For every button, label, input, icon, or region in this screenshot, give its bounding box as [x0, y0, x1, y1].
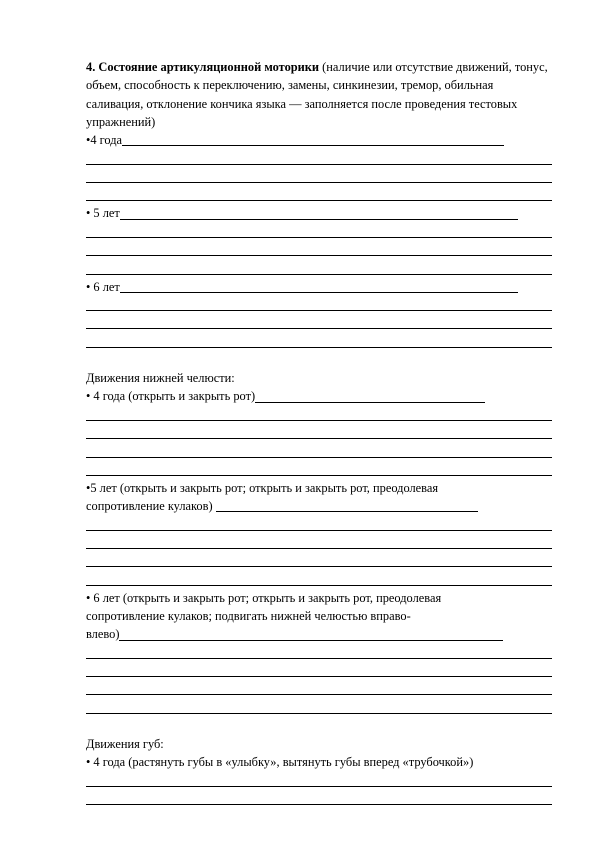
form-content: [86, 58, 552, 808]
answer-line[interactable]: [86, 790, 552, 808]
prompt-age-6-label: • 6 лет: [86, 279, 120, 294]
prompt-age-6: [86, 278, 552, 296]
answer-line[interactable]: [86, 570, 552, 588]
answer-line[interactable]: [86, 296, 552, 314]
jaw-prompt-age-4: [86, 387, 552, 405]
answer-line[interactable]: [86, 680, 552, 698]
answer-line[interactable]: [86, 662, 552, 680]
spacer: [86, 351, 552, 369]
answer-line[interactable]: [86, 534, 552, 552]
prompt-age-4: [86, 131, 552, 149]
jaw-prompt-age-6-line2: сопротивление кулаков; подвигать нижней челюстью вправо-: [86, 608, 411, 623]
jaw-section-title: Движения нижней челюсти:: [86, 371, 235, 386]
answer-line[interactable]: [86, 186, 552, 204]
answer-line[interactable]: [86, 515, 552, 533]
answer-line[interactable]: [86, 241, 552, 259]
answer-line[interactable]: [86, 168, 552, 186]
jaw-prompt-age-5: [86, 497, 552, 515]
jaw-prompt-age-6: [86, 625, 552, 643]
answer-line[interactable]: [216, 511, 478, 512]
answer-line[interactable]: [86, 644, 552, 662]
answer-line[interactable]: [122, 145, 504, 146]
answer-line[interactable]: [86, 259, 552, 277]
section-heading-description: (наличие или отсутствие движений, тонус, объем, способность к переключению, замены, синкинезии, тремор, обильная саливация, отклонение кончика языка — заполняется после проведения тестовых упражнений): [86, 60, 548, 129]
spacer: [86, 717, 552, 735]
lips-prompt-age-4: • 4 года (растянуть губы в «улыбку», вытянуть губы вперед «трубочкой»): [86, 755, 474, 770]
answer-line[interactable]: [86, 406, 552, 424]
lips-section-title: Движения губ:: [86, 736, 164, 751]
answer-line[interactable]: [86, 223, 552, 241]
section-heading-bold: 4. Состояние артикуляционной моторики: [86, 60, 320, 74]
prompt-age-5: [86, 204, 552, 222]
section-heading: [86, 58, 552, 131]
answer-line[interactable]: [86, 442, 552, 460]
jaw-prompt-age-4-label: • 4 года (открыть и закрыть рот): [86, 389, 256, 404]
jaw-prompt-age-5-line1: •5 лет (открыть и закрыть рот; открыть и закрыть рот, преодолевая: [86, 480, 439, 495]
jaw-prompt-age-5-label: сопротивление кулаков): [86, 499, 216, 514]
answer-line[interactable]: [86, 424, 552, 442]
answer-line[interactable]: [86, 149, 552, 167]
answer-line[interactable]: [120, 219, 518, 220]
answer-line[interactable]: [120, 292, 518, 293]
answer-line[interactable]: [86, 314, 552, 332]
answer-line[interactable]: [119, 640, 503, 641]
prompt-age-5-label: • 5 лет: [86, 206, 120, 221]
jaw-prompt-age-6-line1: • 6 лет (открыть и закрыть рот; открыть и закрыть рот, преодолевая: [86, 590, 442, 605]
answer-line[interactable]: [86, 332, 552, 350]
answer-line[interactable]: [255, 402, 485, 403]
answer-line[interactable]: [86, 698, 552, 716]
answer-line[interactable]: [86, 552, 552, 570]
prompt-age-4-label: •4 года: [86, 133, 123, 148]
answer-line[interactable]: [86, 461, 552, 479]
jaw-prompt-age-6-label: влево): [86, 627, 120, 642]
answer-line[interactable]: [86, 772, 552, 790]
